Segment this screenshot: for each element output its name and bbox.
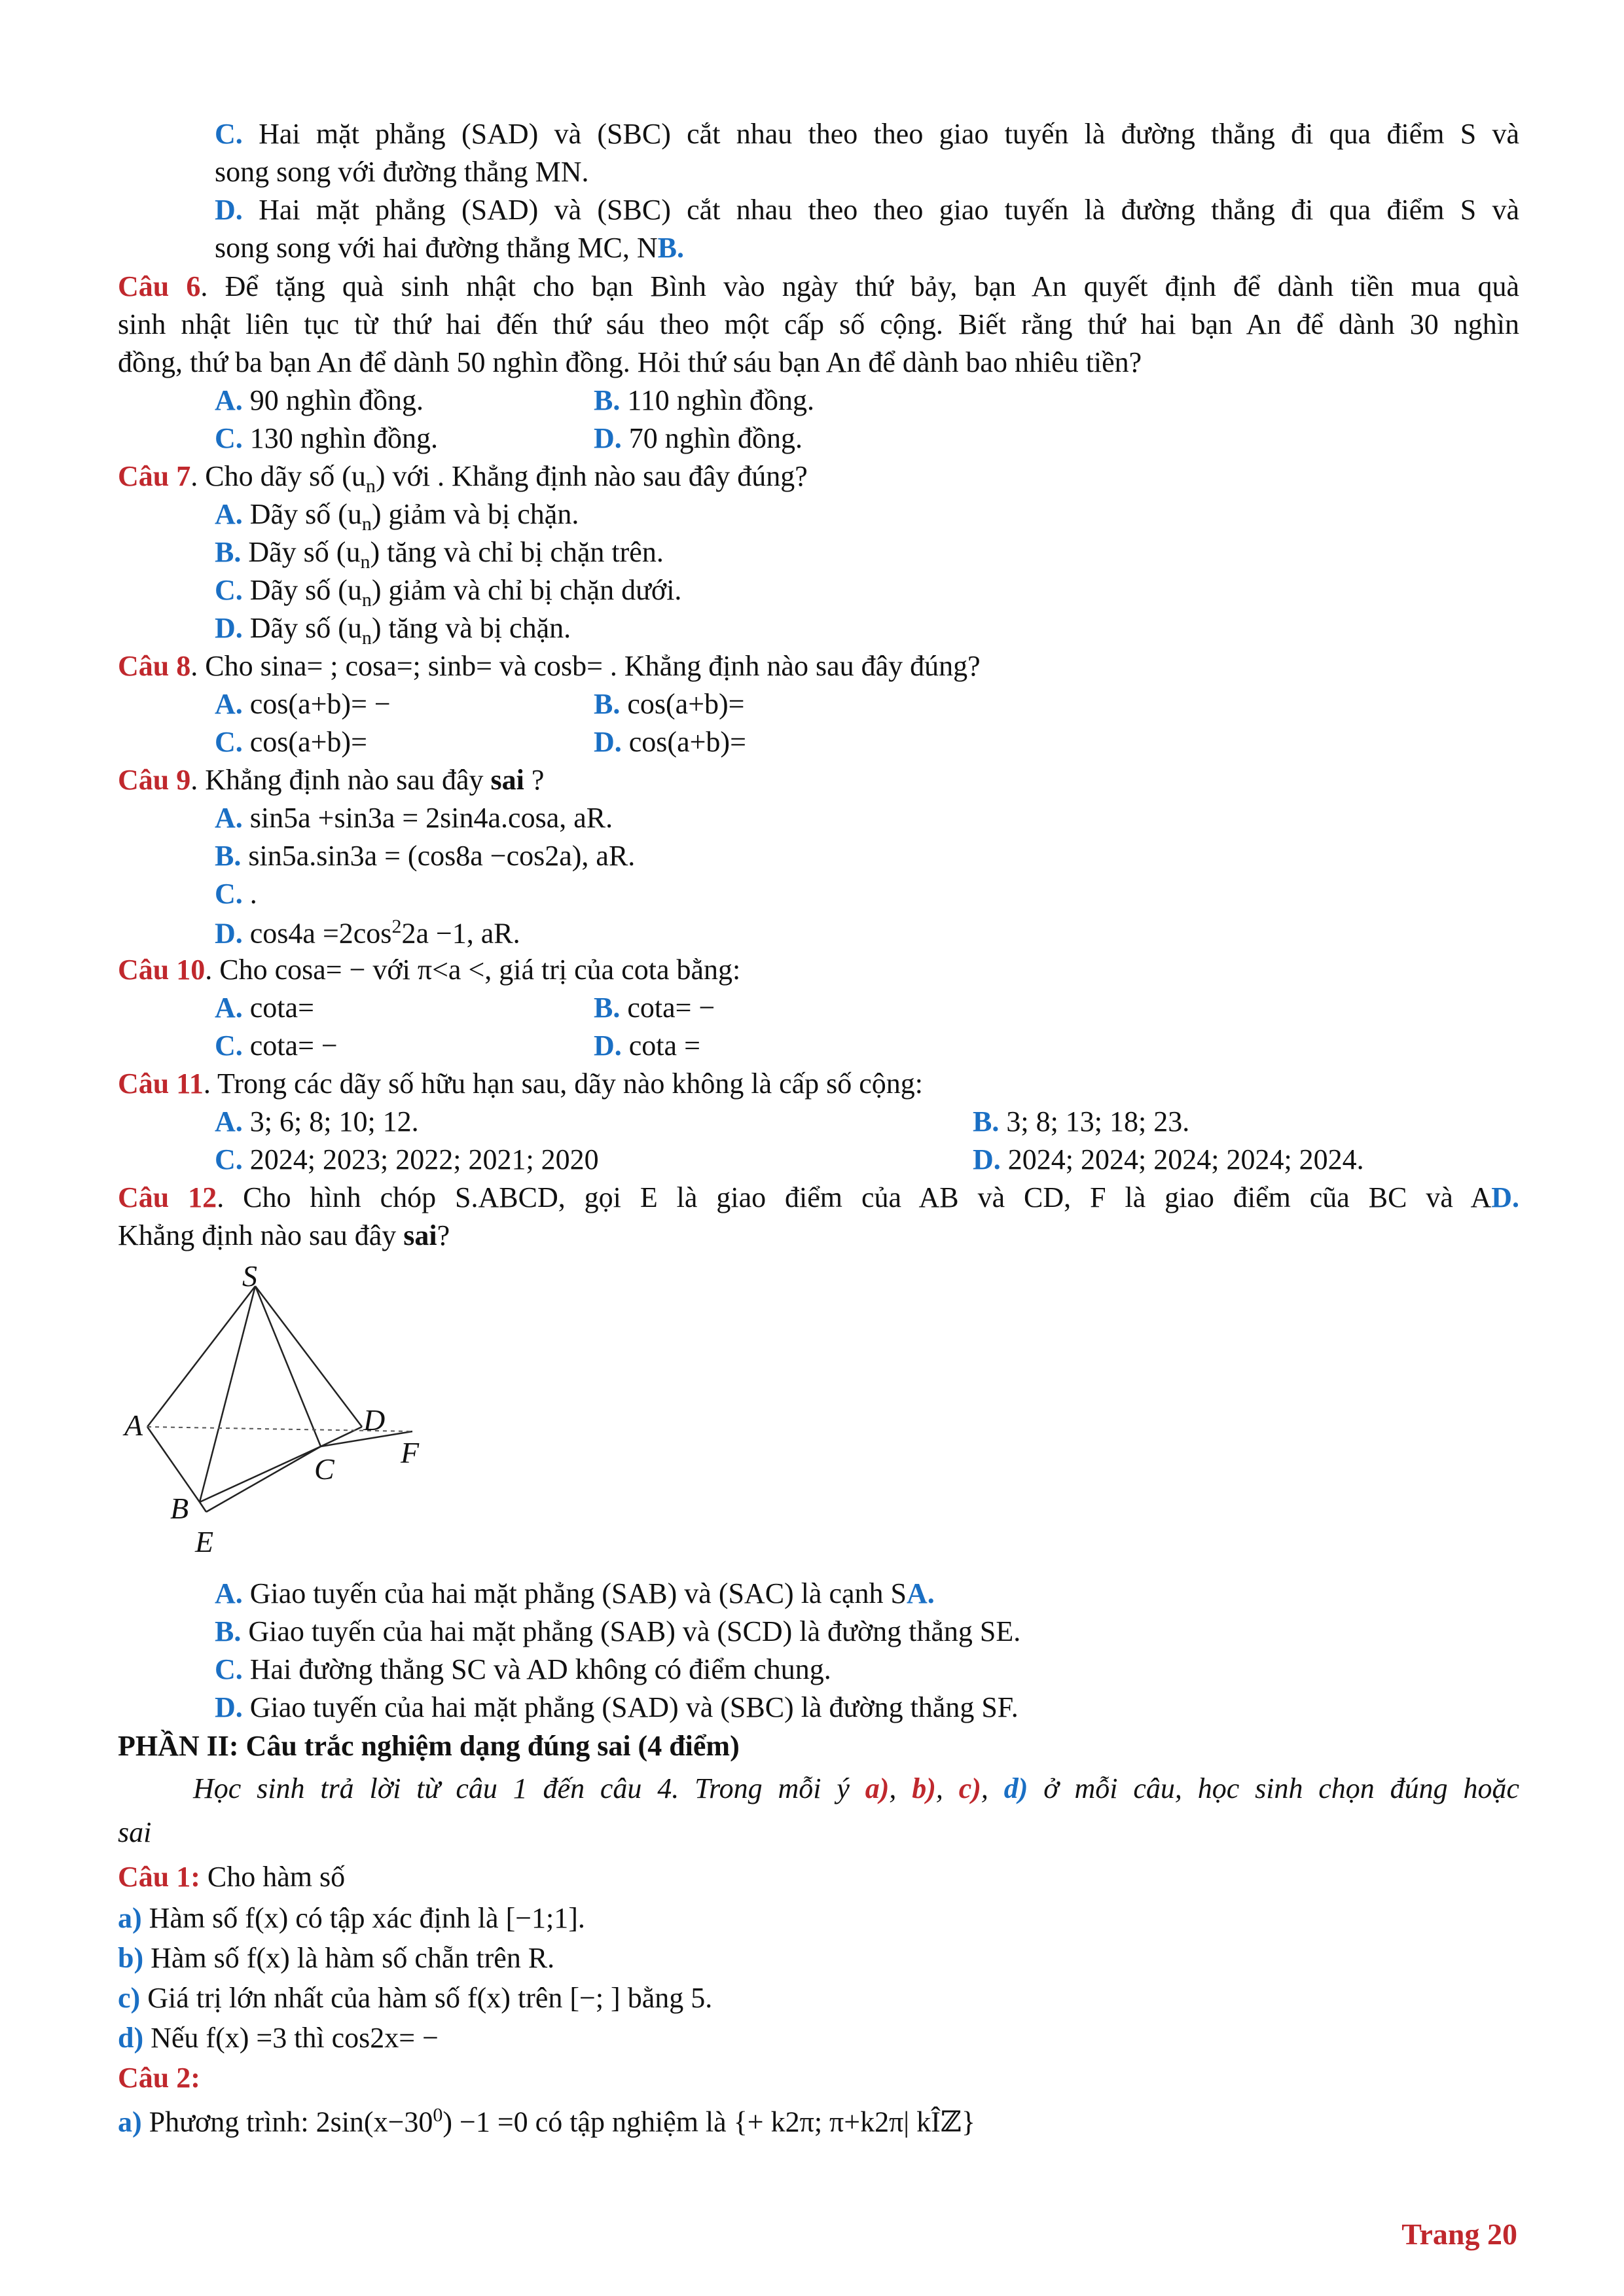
q11-b-label: B. <box>973 1105 1000 1138</box>
part2-sep1: , <box>889 1772 912 1804</box>
q6-option-d <box>594 422 803 456</box>
q8-text: . Cho sina= ; cosa=; sinb= và cosb= . Khẳng định nào sau đây đúng? <box>190 650 981 682</box>
p2q1-label: Câu 1: <box>118 1861 200 1893</box>
q10-option-d <box>594 1030 700 1063</box>
label-f: F <box>401 1436 420 1469</box>
q10-b-label: B. <box>594 992 621 1024</box>
q7-text-b: ) với . Khẳng định nào sau đây đúng? <box>375 460 808 492</box>
q5-d-text-2: song song với hai đường thẳng MC, N <box>215 232 658 264</box>
q9-c-text: . <box>249 878 257 910</box>
q12-a-text: Giao tuyến của hai mặt phẳng (SAB) và (SAC) là cạnh S <box>249 1577 907 1609</box>
q6-stem-line1 <box>118 270 1519 304</box>
q11-option-b <box>973 1105 1189 1139</box>
q7-b-pre: Dãy số (u <box>248 536 361 568</box>
q7-c-sub: n <box>361 588 372 611</box>
q11-stem <box>118 1067 923 1101</box>
q12-d-text: Giao tuyến của hai mặt phẳng (SAD) và (SBC) là đường thẳng SF. <box>249 1691 1019 1723</box>
q9-a-text: sin5a +sin3a = 2sin4a.cosa, aR. <box>249 802 613 834</box>
p2q2-a-sup: 0 <box>433 2104 443 2126</box>
p2q1-a-text: Hàm số f(x) có tập xác định là [−1;1]. <box>149 1902 585 1934</box>
p2q1-item-b <box>118 1942 554 1975</box>
p2q1-stem <box>118 1861 345 1894</box>
q6-label: Câu 6 <box>118 270 201 302</box>
q5-option-c-line1 <box>215 118 1519 151</box>
q6-option-c <box>215 422 438 456</box>
q10-d-label: D. <box>594 1030 622 1062</box>
q12-label: Câu 12 <box>118 1181 217 1213</box>
part2-heading: PHẦN II: Câu trắc nghiệm dạng đúng sai (4 điểm) <box>118 1730 740 1762</box>
edge-bc <box>200 1446 321 1502</box>
q9-option-c <box>215 878 257 911</box>
p2q1-c-text: Giá trị lớn nhất của hàm số f(x) trên [−; ] bằng 5. <box>147 1982 713 2014</box>
q7-b-label: B. <box>215 536 242 568</box>
q12-b-text: Giao tuyến của hai mặt phẳng (SAB) và (SCD) là đường thẳng SE. <box>248 1615 1021 1647</box>
p2q1-a-label: a) <box>118 1902 142 1934</box>
q12-option-b <box>215 1615 1020 1649</box>
q7-a-sub: n <box>361 512 372 535</box>
q7-text-a: . Cho dãy số (u <box>190 460 366 492</box>
q9-d-post: 2a −1, aR. <box>401 917 520 950</box>
q6-d-text: 70 nghìn đồng. <box>628 422 803 454</box>
q8-d-label: D. <box>594 726 622 758</box>
edge-sb <box>200 1286 255 1502</box>
q8-option-d <box>594 726 746 759</box>
label-b: B <box>170 1492 189 1525</box>
q6-b-text: 110 nghìn đồng. <box>627 384 814 416</box>
q6-c-text: 130 nghìn đồng. <box>249 422 439 454</box>
pyramid-figure <box>118 1266 458 1574</box>
q6-a-text: 90 nghìn đồng. <box>249 384 424 416</box>
q10-c-text: cota= − <box>249 1030 338 1062</box>
q7-option-d <box>215 612 571 649</box>
part2-sep2: , <box>935 1772 959 1804</box>
q5-option-c-line2 <box>215 156 589 189</box>
q12-a-label: A. <box>215 1577 243 1609</box>
q10-c-label: C. <box>215 1030 243 1062</box>
q6-option-a <box>215 384 424 418</box>
p2q2-item-a <box>118 2104 975 2139</box>
q10-a-text: cota= <box>249 992 314 1024</box>
q5-c-text: Hai mặt phẳng (SAD) và (SBC) cắt nhau theo theo giao tuyến là đường thẳng đi qua điểm S và <box>259 118 1520 150</box>
q9-d-pre: cos4a =2cos <box>249 917 392 950</box>
q12-option-d <box>215 1691 1019 1725</box>
q5-option-d-line1 <box>215 194 1519 227</box>
q9-option-a <box>215 802 613 835</box>
q7-c-pre: Dãy số (u <box>249 574 362 606</box>
q8-stem <box>118 650 981 683</box>
p2q1-d-text: Nếu f(x) =3 thì cos2x= − <box>151 2022 439 2054</box>
label-e: E <box>195 1525 214 1558</box>
q12-stem-line1 <box>118 1181 1519 1215</box>
q11-a-text: 3; 6; 8; 10; 12. <box>249 1105 419 1138</box>
p2q1-item-a <box>118 1902 585 1935</box>
label-c: C <box>314 1452 334 1486</box>
p2q1-text: Cho hàm số <box>200 1861 346 1893</box>
q8-option-b <box>594 688 744 721</box>
p2q2-a-pre: Phương trình: 2sin(x−30 <box>149 2106 433 2138</box>
q8-b-label: B. <box>594 688 621 720</box>
part2-opt-a: a) <box>865 1772 890 1804</box>
q7-c-label: C. <box>215 574 243 606</box>
q12-text-2a: Khẳng định nào sau đây <box>118 1219 404 1251</box>
p2q1-b-text: Hàm số f(x) là hàm số chẵn trên R. <box>151 1942 555 1974</box>
q6-a-label: A. <box>215 384 243 416</box>
p2q1-b-label: b) <box>118 1942 144 1974</box>
q6-b-label: B. <box>594 384 621 416</box>
q7-d-post: ) tăng và bị chặn. <box>371 612 571 644</box>
q7-b-sub: n <box>360 550 370 573</box>
q7-d-sub: n <box>361 626 372 649</box>
q6-d-label: D. <box>594 422 622 454</box>
part2-opt-c: c) <box>958 1772 981 1804</box>
q10-text: . Cho cosa= − với π<a <, giá trị của cota bằng: <box>205 954 741 986</box>
page-number: Trang 20 <box>1401 2217 1517 2251</box>
q6-stem-line2 <box>118 308 1519 342</box>
q11-option-d <box>973 1143 1364 1177</box>
q5-c-text-2: song song với đường thẳng MN. <box>215 156 589 188</box>
p2q1-item-d <box>118 2022 439 2055</box>
q12-d-label: D. <box>215 1691 243 1723</box>
q5-option-d-line2 <box>215 232 684 265</box>
edge-be <box>200 1502 206 1512</box>
q7-option-b <box>215 536 664 573</box>
label-d: D <box>363 1403 386 1437</box>
q5-c-label: C. <box>215 118 243 150</box>
q11-b-text: 3; 8; 13; 18; 23. <box>1006 1105 1190 1138</box>
q9-label: Câu 9 <box>118 764 191 796</box>
q10-stem <box>118 954 740 987</box>
line-ec <box>206 1446 321 1512</box>
q11-label: Câu 11 <box>118 1067 204 1100</box>
part2-opt-b: b) <box>912 1772 936 1804</box>
q9-d-sup: 2 <box>391 916 402 937</box>
q12-option-a <box>215 1577 935 1611</box>
q7-sub: n <box>365 475 376 497</box>
q8-c-text: cos(a+b)= <box>249 726 367 758</box>
part2-instr-b: ở mỗi câu, học sinh chọn đúng hoặc <box>1028 1772 1520 1804</box>
p2q2-a-post: ) −1 =0 có tập nghiệm là {+ k2π; π+k2π| kÎℤ} <box>442 2106 976 2138</box>
q10-option-c <box>215 1030 338 1063</box>
q7-d-pre: Dãy số (u <box>249 612 362 644</box>
q11-c-text: 2024; 2023; 2022; 2021; 2020 <box>249 1143 599 1175</box>
q12-text-sai: sai <box>403 1219 437 1251</box>
q5-d-label: D. <box>215 194 243 226</box>
label-s: S <box>242 1266 257 1293</box>
q7-b-post: ) tăng và chỉ bị chặn trên. <box>370 536 664 568</box>
q6-c-label: C. <box>215 422 243 454</box>
edge-sc <box>255 1286 321 1446</box>
q9-d-label: D. <box>215 917 243 950</box>
q11-d-label: D. <box>973 1143 1001 1175</box>
q11-a-label: A. <box>215 1105 243 1138</box>
q8-c-label: C. <box>215 726 243 758</box>
p2q2-label: Câu 2: <box>118 2062 200 2094</box>
p2q1-d-label: d) <box>118 2022 144 2054</box>
p2q1-c-label: c) <box>118 1982 141 2014</box>
q9-b-label: B. <box>215 840 242 872</box>
q8-a-text: cos(a+b)= − <box>249 688 391 720</box>
part2-sep3: , <box>981 1772 1004 1804</box>
q8-b-text: cos(a+b)= <box>627 688 745 720</box>
label-a: A <box>124 1408 143 1442</box>
q10-option-a <box>215 992 314 1025</box>
q12-a-tail: A. <box>907 1577 935 1609</box>
q7-a-pre: Dãy số (u <box>249 498 362 530</box>
q12-text-1b: D. <box>1491 1181 1519 1213</box>
q9-text-a: . Khẳng định nào sau đây <box>190 764 491 796</box>
q8-option-c <box>215 726 367 759</box>
q12-b-label: B. <box>215 1615 242 1647</box>
q7-stem <box>118 460 808 497</box>
part2-instructions-line1 <box>193 1772 1519 1806</box>
q5-d-text: Hai mặt phẳng (SAD) và (SBC) cắt nhau theo theo giao tuyến là đường thẳng đi qua điểm S và <box>259 194 1520 226</box>
q6-text-3: đồng, thứ ba bạn An để dành 50 nghìn đồng. Hỏi thứ sáu bạn An để dành bao nhiêu tiền? <box>118 346 1142 378</box>
q6-text-2: sinh nhật liên tục từ thứ hai đến thứ sáu theo một cấp số cộng. Biết rằng thứ hai bạn An để dành 30 nghìn <box>118 308 1519 340</box>
q9-text-c: ? <box>524 764 545 796</box>
q9-option-d <box>215 916 520 950</box>
q6-option-b <box>594 384 814 418</box>
q11-d-text: 2024; 2024; 2024; 2024; 2024. <box>1007 1143 1364 1175</box>
q8-d-text: cos(a+b)= <box>628 726 746 758</box>
edge-ab <box>147 1427 200 1502</box>
q6-text-1: . Để tặng quà sinh nhật cho bạn Bình vào ngày thứ bảy, bạn An quyết định để dành tiền mua quà <box>200 270 1519 302</box>
q7-a-post: ) giảm và bị chặn. <box>371 498 579 530</box>
q11-c-label: C. <box>215 1143 243 1175</box>
q8-a-label: A. <box>215 688 243 720</box>
p2q1-item-c <box>118 1982 712 2015</box>
part2-opt-d: d) <box>1003 1772 1028 1804</box>
q7-d-label: D. <box>215 612 243 644</box>
q9-text-sai: sai <box>490 764 524 796</box>
q11-option-c <box>215 1143 599 1177</box>
q11-option-a <box>215 1105 419 1139</box>
edge-sd <box>255 1286 362 1427</box>
q9-a-label: A. <box>215 802 243 834</box>
q10-d-text: cota = <box>628 1030 700 1062</box>
q7-a-label: A. <box>215 498 243 530</box>
q9-option-b <box>215 840 635 873</box>
q9-stem <box>118 764 544 797</box>
q9-b-text: sin5a.sin3a = (cos8a −cos2a), aR. <box>248 840 636 872</box>
q12-c-text: Hai đường thẳng SC và AD không có điểm chung. <box>249 1653 831 1685</box>
p2q2-a-label: a) <box>118 2106 142 2138</box>
q9-c-label: C. <box>215 878 243 910</box>
q8-option-a <box>215 688 391 721</box>
q10-label: Câu 10 <box>118 954 206 986</box>
q7-option-a <box>215 498 579 535</box>
q12-stem-line2 <box>118 1219 450 1253</box>
q10-b-text: cota= − <box>627 992 715 1024</box>
q5-d-text-2-tail: B. <box>657 232 684 264</box>
q7-c-post: ) giảm và chỉ bị chặn dưới. <box>371 574 682 606</box>
q8-label: Câu 8 <box>118 650 191 682</box>
q10-a-label: A. <box>215 992 243 1024</box>
q12-option-c <box>215 1653 831 1687</box>
part2-instructions-line2: sai <box>118 1816 152 1848</box>
q6-stem-line3 <box>118 346 1142 380</box>
q11-text: . Trong các dãy số hữu hạn sau, dãy nào không là cấp số cộng: <box>203 1067 924 1100</box>
part2-instr-a: Học sinh trả lời từ câu 1 đến câu 4. Trong mỗi ý <box>193 1772 865 1804</box>
edge-sa <box>147 1286 255 1427</box>
q12-c-label: C. <box>215 1653 243 1685</box>
q12-text-1a: . Cho hình chóp S.ABCD, gọi E là giao điểm của AB và CD, F là giao điểm cũa BC và A <box>217 1181 1492 1213</box>
q12-text-2c: ? <box>437 1219 450 1251</box>
q7-label: Câu 7 <box>118 460 191 492</box>
q10-option-b <box>594 992 715 1025</box>
q7-option-c <box>215 574 681 611</box>
